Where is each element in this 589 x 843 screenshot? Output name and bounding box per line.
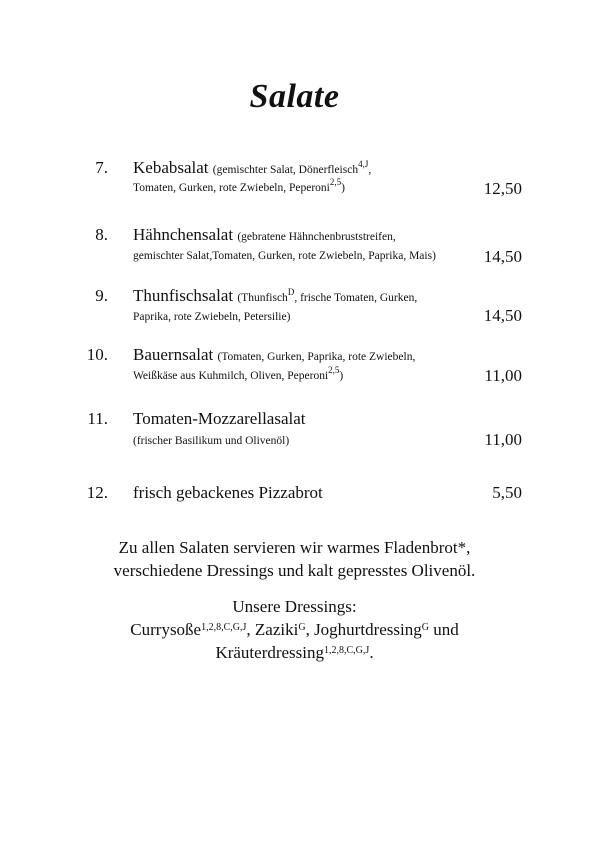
item-price: 12,50 bbox=[483, 179, 522, 198]
dressings-line: Currysoße$^{1,2,8,C,G,J}$, Zaziki$^G$, Joghurtdressing$^G$ und bbox=[130, 620, 459, 639]
note-line: verschiedene Dressings und kalt gepresstes Olivenöl. bbox=[113, 561, 476, 580]
item-title-line bbox=[133, 158, 371, 178]
item-desc-text: ) bbox=[339, 370, 344, 382]
item-price: 11,00 bbox=[484, 430, 522, 449]
item-description: (gebratene Hähnchenbruststreifen, bbox=[237, 231, 396, 243]
dressings-section bbox=[0, 595, 589, 664]
allergen-code: G bbox=[298, 622, 306, 633]
item-title-line bbox=[133, 483, 323, 503]
item-desc-text: , frische Tomaten, Gurken, bbox=[294, 292, 418, 304]
item-price: 5,50 bbox=[492, 483, 522, 502]
item-desc-text: (Thunfisch bbox=[237, 292, 288, 304]
item-description bbox=[212, 159, 372, 176]
dressing-name: Zaziki bbox=[254, 620, 299, 639]
item-desc-text: ) bbox=[341, 182, 345, 194]
bread-note bbox=[0, 536, 589, 582]
item-title-line bbox=[133, 225, 396, 245]
item-number: 12. bbox=[86, 483, 108, 502]
item-description-line2: (frischer Basilikum und Olivenöl) bbox=[133, 435, 290, 447]
item-price: 11,00 bbox=[484, 366, 522, 385]
dressing-name: Kräuterdressing bbox=[215, 643, 325, 662]
item-number: 8. bbox=[95, 225, 108, 244]
item-number: 10. bbox=[86, 345, 108, 364]
item-description: (Tomaten, Gurken, Paprika, rote Zwiebeln, bbox=[217, 351, 416, 363]
item-description-line2: Paprika, rote Zwiebeln, Petersilie) bbox=[133, 311, 291, 323]
page-title: Salate bbox=[249, 78, 340, 115]
item-description bbox=[237, 287, 418, 304]
item-desc-text: Weißkäse aus Kuhmilch, Oliven, Peperoni bbox=[133, 370, 329, 382]
allergen-code: 1,2,8,C,G,J bbox=[324, 645, 370, 656]
allergen-code: D bbox=[287, 287, 295, 297]
item-name: Tomaten-Mozzarellasalat bbox=[133, 409, 306, 428]
allergen-code: 2,5 bbox=[328, 365, 340, 375]
allergen-code: 1,2,8,C,G,J bbox=[201, 622, 247, 633]
dressings-heading: Unsere Dressings: bbox=[232, 597, 357, 616]
item-name: frisch gebackenes Pizzabrot bbox=[133, 483, 323, 502]
allergen-code: 2,5 bbox=[329, 177, 342, 187]
item-number: 9. bbox=[95, 286, 108, 305]
item-name: Hähnchensalat bbox=[133, 225, 234, 244]
item-name: Bauernsalat bbox=[133, 345, 214, 364]
item-title-line bbox=[133, 286, 417, 306]
dressings-line bbox=[0, 641, 589, 664]
item-name: Thunfischsalat bbox=[133, 286, 234, 305]
item-title-line bbox=[133, 409, 306, 429]
note-line: Zu allen Salaten servieren wir warmes Fladenbrot*, bbox=[118, 538, 471, 557]
dressing-end: . bbox=[369, 643, 374, 662]
allergen-code: G bbox=[421, 622, 429, 633]
item-number: 7. bbox=[95, 158, 108, 177]
item-description-line2 bbox=[133, 365, 344, 382]
dressing-name: Currysoße bbox=[130, 620, 202, 639]
item-title-line bbox=[133, 345, 415, 365]
item-desc-text: , bbox=[368, 164, 372, 176]
dressing-name: Joghurtdressing bbox=[314, 620, 422, 639]
item-description-line2: gemischter Salat,Tomaten, Gurken, rote Zwiebeln, Paprika, Mais) bbox=[133, 250, 436, 262]
item-desc-text: (gemischter Salat, Dönerfleisch bbox=[212, 164, 359, 176]
item-price: 14,50 bbox=[483, 247, 522, 266]
item-number: 11. bbox=[87, 409, 108, 428]
item-description-line2 bbox=[133, 177, 345, 194]
allergen-code: 4,J bbox=[358, 159, 369, 169]
item-name: Kebabsalat bbox=[133, 158, 209, 177]
item-price: 14,50 bbox=[483, 306, 522, 325]
dressing-conjunction: und bbox=[433, 620, 459, 639]
item-desc-text: Tomaten, Gurken, rote Zwiebeln, Peperoni bbox=[133, 182, 330, 194]
